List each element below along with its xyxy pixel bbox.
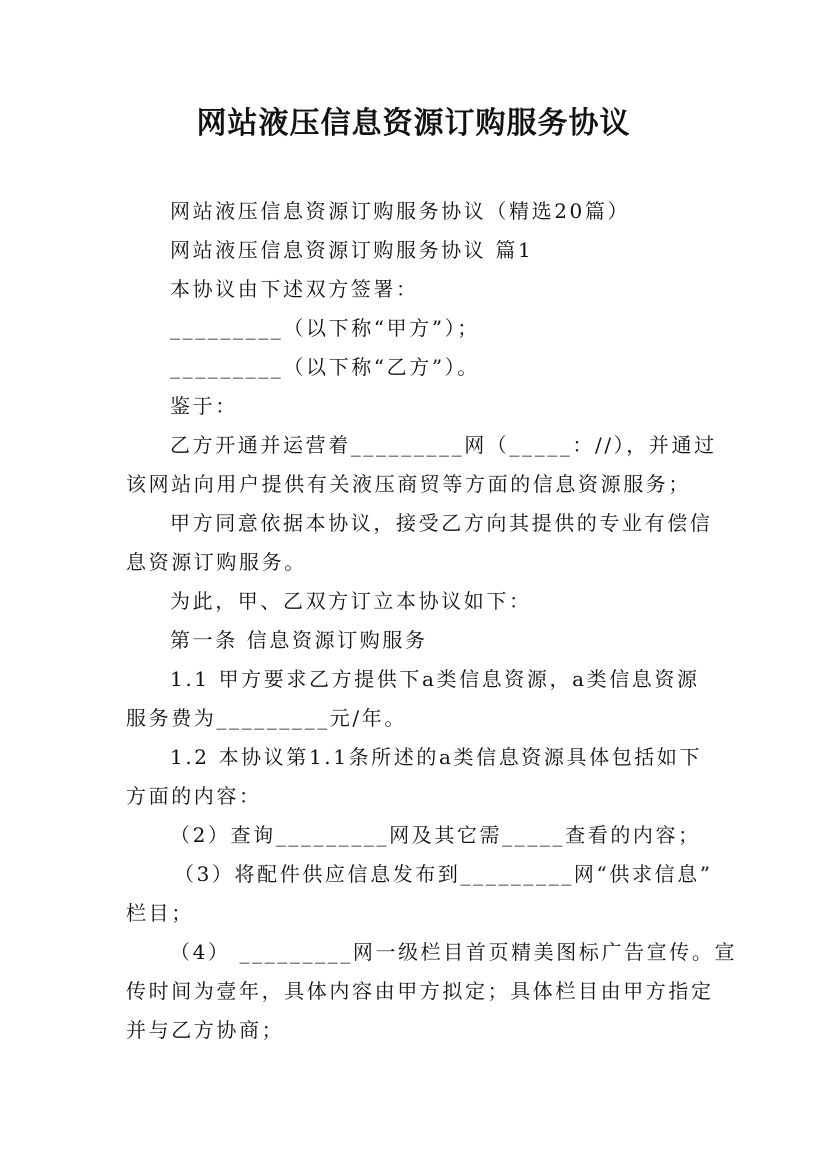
paragraph-line: 传时间为壹年，具体内容由甲方拟定；具体栏目由甲方指定 — [126, 979, 714, 1003]
party-b-line: _________（以下称“乙方”）。 — [170, 355, 480, 379]
paragraph-line: 1.2 本协议第1.1条所述的a类信息资源具体包括如下 — [170, 745, 703, 769]
paragraph-line: 乙方开通并运营着_________网（_____：//），并通过 — [170, 433, 717, 457]
list-item: （4） _________网一级栏目首页精美图标广告宣传。宣 — [170, 940, 738, 964]
paragraph-line: 甲方同意依据本协议，接受乙方向其提供的专业有偿信 — [170, 511, 713, 535]
list-item: （3）将配件供应信息发布到_________网“供求信息” — [174, 862, 713, 886]
paragraph-line: 该网站向用户提供有关液压商贸等方面的信息资源服务； — [126, 472, 691, 496]
document-title: 网站液压信息资源订购服务协议 — [196, 106, 631, 141]
paragraph-line: 服务费为_________元/年。 — [126, 706, 407, 730]
paragraph-line: 息资源订购服务。 — [126, 550, 307, 574]
section-heading: 网站液压信息资源订购服务协议 篇1 — [170, 238, 534, 262]
subtitle-line: 网站液压信息资源订购服务协议（精选20篇） — [170, 199, 631, 223]
paragraph-line: 栏目； — [126, 901, 194, 925]
paragraph-line: 本协议由下述双方签署： — [170, 277, 419, 301]
paragraph-line: 并与乙方协商； — [126, 1018, 285, 1042]
paragraph-line: 为此，甲、乙双方订立本协议如下： — [170, 589, 532, 613]
paragraph-line: 鉴于： — [170, 394, 238, 418]
paragraph-line: 方面的内容： — [126, 784, 262, 808]
paragraph-line: 1.1 甲方要求乙方提供下a类信息资源，a类信息资源 — [170, 667, 700, 691]
article-heading: 第一条 信息资源订购服务 — [170, 628, 428, 652]
party-a-line: _________（以下称“甲方”）； — [170, 316, 480, 340]
list-item: （2）查询_________网及其它需_____查看的内容； — [170, 823, 701, 847]
